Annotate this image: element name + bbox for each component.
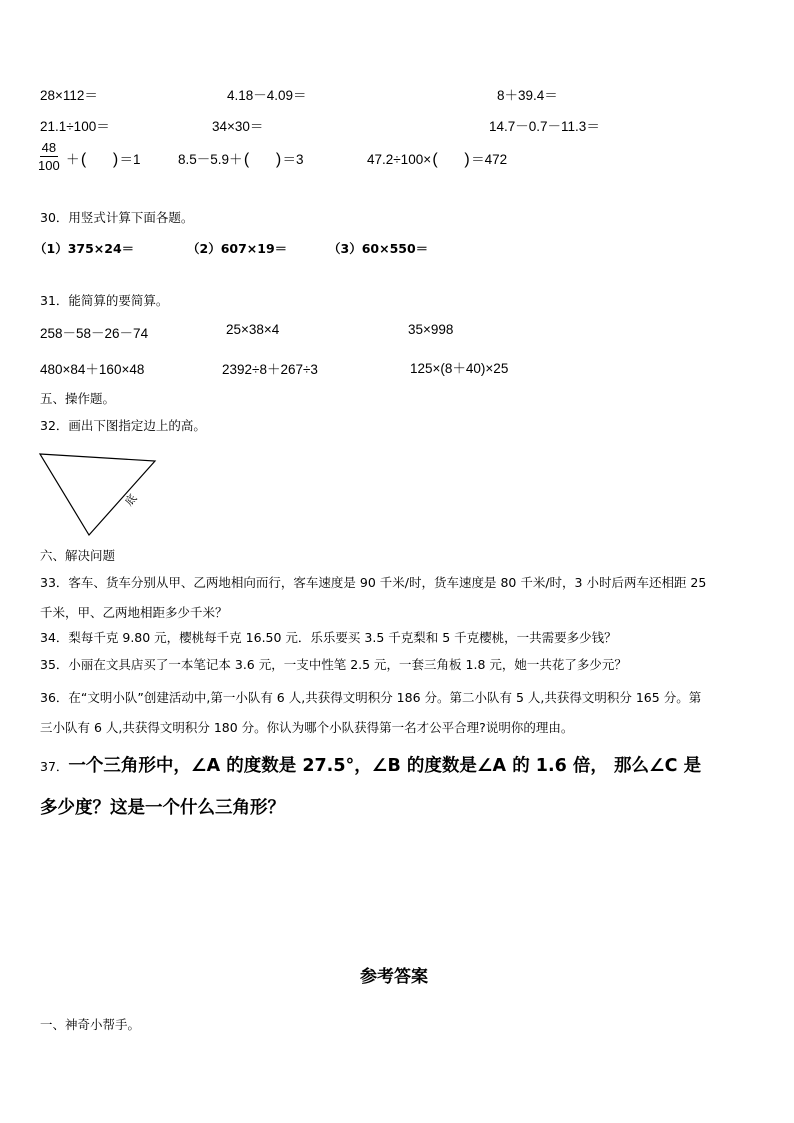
- fraction-48-100: [38, 140, 60, 174]
- calc-2-1: 21.1÷100＝: [40, 119, 110, 134]
- triangle-shape: [40, 454, 155, 535]
- blank-paren-1[interactable]: [80, 151, 120, 169]
- section-5-heading: 五、操作题。: [40, 391, 116, 406]
- q31-expr-6: 125×(8＋40)×25: [410, 361, 509, 376]
- calc-2-2: 34×30＝: [212, 119, 264, 134]
- paren-close: ): [112, 151, 119, 168]
- blank-paren-2[interactable]: [243, 151, 283, 169]
- calc-1-1: 28×112＝: [40, 88, 98, 103]
- calc-3-2: [178, 148, 304, 169]
- q35-text: 35．小丽在文具店买了一本笔记本 3.6 元，一支中性笔 2.5 元，一套三角板 1.8 元，她一共花了多少元？: [40, 657, 627, 672]
- q37-number: 37．: [40, 759, 69, 774]
- q30-title: 30．用竖式计算下面各题。: [40, 210, 194, 225]
- calc-1-2: 4.18－4.09＝: [227, 88, 307, 103]
- paren-close: ): [464, 151, 470, 168]
- q36-line-2: 三小队有 6 人,共获得文明积分 180 分。你认为哪个小队获得第一名才公平合理?说明你的理由。: [40, 720, 574, 735]
- section-6-heading: 六、解决问题: [40, 548, 116, 563]
- calc-2-3: 14.7－0.7－11.3＝: [489, 119, 600, 134]
- q31-expr-5: 2392÷8＋267÷3: [222, 362, 318, 377]
- q36-line-1: 36．在“文明小队”创建活动中,第一小队有 6 人,共获得文明积分 186 分。第二小队有 5 人,共获得文明积分 165 分。第: [40, 690, 702, 705]
- q31-title: 31．能简算的要简算。: [40, 293, 169, 308]
- calc-3-2-result: ＝3: [282, 152, 304, 167]
- triangle-figure: [34, 448, 164, 543]
- calc-3-3: [367, 148, 507, 169]
- q33-line-2: 千米，甲、乙两地相距多少千米？: [40, 605, 228, 620]
- calc-3-3-expr: 47.2÷100×: [367, 152, 432, 167]
- calc-3-1-result: ＝1: [119, 152, 141, 167]
- q31-expr-4: 480×84＋160×48: [40, 362, 145, 377]
- calc-3-1: [66, 148, 141, 169]
- blank-paren-3[interactable]: [431, 151, 471, 169]
- q30-item-1: （1）375×24＝: [34, 241, 135, 256]
- q37-line-1-wrap: [40, 752, 701, 777]
- q32-title: 32．画出下图指定边上的高。: [40, 418, 206, 433]
- answers-section-1: 一、神奇小帮手。: [40, 1017, 141, 1032]
- fraction-denominator: 100: [38, 158, 60, 173]
- paren-open: (: [80, 151, 87, 168]
- q30-item-2: （2）607×19＝: [187, 241, 288, 256]
- paren-close: ): [275, 151, 282, 168]
- q33-line-1: 33．客车、货车分别从甲、乙两地相向而行，客车速度是 90 千米/时，货车速度是 80 千米/时，3 小时后两车还相距 25: [40, 575, 707, 590]
- paren-open: (: [432, 151, 438, 168]
- calc-3-2-expr: 8.5－5.9＋: [178, 152, 243, 167]
- calc-3-3-result: ＝472: [471, 152, 508, 167]
- q31-expr-2: 25×38×4: [226, 322, 280, 337]
- calc-1-3: 8＋39.4＝: [497, 88, 558, 103]
- q31-expr-1: 258－58－26－74: [40, 326, 149, 341]
- q37-line-2: 多少度？这是一个什么三角形？: [40, 798, 285, 818]
- fraction-numerator: 48: [41, 140, 57, 155]
- answers-title: 参考答案: [360, 967, 428, 987]
- plus-sign: ＋: [66, 152, 80, 167]
- q34-text: 34．梨每千克 9.80 元，樱桃每千克 16.50 元．乐乐要买 3.5 千克梨和 5 千克樱桃，一共需要多少钱？: [40, 630, 617, 645]
- base-label: 底: [122, 491, 140, 509]
- q37-line-1: 一个三角形中，∠A 的度数是 27.5°，∠B 的度数是∠A 的 1.6 倍， 那么∠C 是: [68, 756, 702, 776]
- paren-open: (: [243, 151, 250, 168]
- q31-expr-3: 35×998: [408, 322, 454, 337]
- q30-item-3: （3）60×550＝: [328, 241, 429, 256]
